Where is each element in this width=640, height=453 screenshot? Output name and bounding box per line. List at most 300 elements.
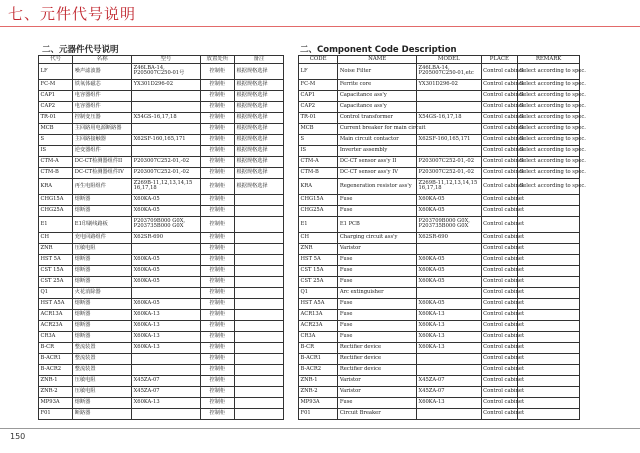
col-header-model: 型号: [132, 56, 201, 64]
cell-name: 充电回路组件: [73, 232, 132, 243]
cell-code: ACR13A: [39, 309, 73, 320]
table-row: [299, 276, 580, 287]
cell-code: FC-M: [299, 79, 338, 90]
cell-remark: [518, 375, 580, 386]
table-row: [39, 79, 284, 90]
table-row: [39, 353, 284, 364]
cell-name: 整流装置: [73, 364, 132, 375]
table-row: [39, 64, 284, 80]
cell-code: CHG25A: [299, 205, 338, 216]
cell-model: X60KA-05: [417, 298, 482, 309]
cell-name: 整流装置: [73, 353, 132, 364]
table-row: [39, 331, 284, 342]
cell-place: 控制柜: [200, 232, 234, 243]
cell-remark: Select according to spec.: [518, 145, 580, 156]
cell-model: X45ZA-07: [417, 386, 482, 397]
cell-remark: [518, 309, 580, 320]
cell-model: X60KA-05: [417, 265, 482, 276]
cell-remark: [234, 243, 283, 254]
cell-code: CHG15A: [39, 194, 73, 205]
cell-name: E1 PCB: [338, 216, 417, 232]
cell-remark: [518, 320, 580, 331]
cell-place: 控制柜: [200, 216, 234, 232]
table-row: [39, 205, 284, 216]
table-row: [299, 408, 580, 419]
cell-remark: 根据规格选择: [234, 112, 283, 123]
cell-model: X60KA-13: [132, 320, 201, 331]
col-header-model: MODEL: [417, 56, 482, 64]
cell-name: Inverter assembly: [338, 145, 417, 156]
cell-code: ACR23A: [39, 320, 73, 331]
cell-code: LF: [39, 64, 73, 80]
cell-remark: [518, 408, 580, 419]
table-row: [39, 375, 284, 386]
table-header-row: [39, 56, 284, 64]
cell-model: YX301D296-02: [132, 79, 201, 90]
cell-code: CHG25A: [39, 205, 73, 216]
cell-model: Z269B-11,12,13,14,15 16,17,18: [132, 178, 201, 194]
table-row: [299, 364, 580, 375]
cell-model: X60KA-13: [132, 342, 201, 353]
col-header-name: 名称: [73, 56, 132, 64]
cell-model: X60KA-13: [132, 309, 201, 320]
cell-code: CAP1: [299, 90, 338, 101]
cell-remark: Select according to spec.: [518, 79, 580, 90]
cell-remark: [518, 353, 580, 364]
cell-model: X45ZA-07: [132, 386, 201, 397]
cell-name: DC-CT sensor ass'y II: [338, 156, 417, 167]
cell-model: X60KA-05: [417, 205, 482, 216]
section-title-english: 二、Component Code Description: [300, 45, 457, 55]
cell-place: 控制柜: [200, 112, 234, 123]
cell-place: Control cabinet: [481, 342, 518, 353]
cell-model: X60KA-13: [417, 331, 482, 342]
cell-code: CTM-B: [299, 167, 338, 178]
cell-model: X60KA-05: [132, 298, 201, 309]
cell-code: S: [299, 134, 338, 145]
cell-remark: [518, 265, 580, 276]
cell-remark: [234, 309, 283, 320]
cell-model: X54GS-16,17,18: [132, 112, 201, 123]
cell-name: DC-CT检测器组件II: [73, 156, 132, 167]
cell-name: Circuit Breaker: [338, 408, 417, 419]
cell-code: ZNR: [39, 243, 73, 254]
cell-remark: [234, 331, 283, 342]
table-row: [299, 265, 580, 276]
cell-name: Fuse: [338, 254, 417, 265]
cell-code: B-ACR1: [299, 353, 338, 364]
cell-model: [132, 408, 201, 419]
cell-model: P203709B000 G0X, P203735B000 G0X: [417, 216, 482, 232]
table-row: [39, 167, 284, 178]
cell-model: [132, 101, 201, 112]
cell-remark: [234, 205, 283, 216]
cell-remark: [518, 216, 580, 232]
cell-code: CAP2: [39, 101, 73, 112]
cell-model: [132, 353, 201, 364]
cell-place: 控制柜: [200, 90, 234, 101]
cell-place: Control cabinet: [481, 254, 518, 265]
cell-name: 熔断器: [73, 265, 132, 276]
col-header-place: PLACE: [481, 56, 518, 64]
cell-code: B-CR: [299, 342, 338, 353]
cell-code: MP93A: [299, 397, 338, 408]
cell-place: Control cabinet: [481, 156, 518, 167]
cell-name: 电容器组件: [73, 90, 132, 101]
cell-model: Z46LBA-14, P205007C250-01号: [132, 64, 201, 80]
cell-name: 逆变器组件: [73, 145, 132, 156]
cell-model: X45ZA-07: [132, 375, 201, 386]
cell-name: DC-CT sensor ass'y IV: [338, 167, 417, 178]
component-table-chinese: [38, 55, 284, 420]
cell-place: 控制柜: [200, 254, 234, 265]
cell-model: X54GS-16,17,18: [417, 112, 482, 123]
table-row: [39, 243, 284, 254]
cell-name: 压敏电阻: [73, 386, 132, 397]
cell-code: ZNR-2: [299, 386, 338, 397]
cell-code: ZNR-2: [39, 386, 73, 397]
cell-model: [132, 90, 201, 101]
table-row: [299, 167, 580, 178]
cell-remark: [234, 364, 283, 375]
cell-model: X60KA-05: [132, 265, 201, 276]
cell-code: S: [39, 134, 73, 145]
cell-model: X60KA-05: [132, 276, 201, 287]
table-row: [39, 298, 284, 309]
cell-place: Control cabinet: [481, 320, 518, 331]
cell-model: P203007C252-01,-02: [417, 167, 482, 178]
cell-place: 控制柜: [200, 265, 234, 276]
table-row: [39, 265, 284, 276]
cell-place: Control cabinet: [481, 112, 518, 123]
cell-name: Noise Filter: [338, 64, 417, 80]
table-row: [39, 254, 284, 265]
cell-remark: Select according to spec.: [518, 178, 580, 194]
cell-name: 主回路接触器: [73, 134, 132, 145]
col-header-place: 放置处所: [200, 56, 234, 64]
table-row: [39, 123, 284, 134]
cell-place: 控制柜: [200, 145, 234, 156]
table-row: [299, 216, 580, 232]
table-row: [299, 386, 580, 397]
table-row: [299, 243, 580, 254]
cell-model: [417, 243, 482, 254]
cell-name: Capacitance ass'y: [338, 90, 417, 101]
cell-remark: [234, 397, 283, 408]
cell-name: 熔断器: [73, 397, 132, 408]
cell-remark: [234, 276, 283, 287]
cell-name: Varistor: [338, 386, 417, 397]
cell-model: [132, 123, 201, 134]
cell-code: KRA: [299, 178, 338, 194]
cell-remark: [234, 342, 283, 353]
table-row: [39, 397, 284, 408]
cell-place: 控制柜: [200, 79, 234, 90]
table-row: [299, 287, 580, 298]
cell-code: F01: [299, 408, 338, 419]
table-row: [39, 194, 284, 205]
cell-name: DC-CT检测器组件IV: [73, 167, 132, 178]
cell-model: X60KA-05: [417, 254, 482, 265]
col-header-name: NAME: [338, 56, 417, 64]
cell-name: Fuse: [338, 194, 417, 205]
cell-remark: [234, 408, 283, 419]
cell-remark: [518, 298, 580, 309]
cell-model: [417, 90, 482, 101]
cell-name: 再生电阻组件: [73, 178, 132, 194]
cell-place: 控制柜: [200, 331, 234, 342]
cell-model: X62SF-160,165,171: [417, 134, 482, 145]
table-row: [39, 287, 284, 298]
cell-model: YX301D296-02: [417, 79, 482, 90]
cell-code: HST A5A: [299, 298, 338, 309]
table-row: [39, 101, 284, 112]
cell-code: CST 25A: [299, 276, 338, 287]
cell-remark: [234, 265, 283, 276]
cell-remark: [518, 287, 580, 298]
cell-remark: [234, 375, 283, 386]
table-row: [39, 134, 284, 145]
cell-remark: [518, 331, 580, 342]
cell-place: Control cabinet: [481, 145, 518, 156]
cell-code: Q1: [39, 287, 73, 298]
cell-name: Fuse: [338, 276, 417, 287]
table-row: [39, 232, 284, 243]
cell-code: CR3A: [299, 331, 338, 342]
component-table-english: [298, 55, 586, 420]
cell-model: [417, 353, 482, 364]
cell-code: ACR23A: [299, 320, 338, 331]
cell-remark: [518, 342, 580, 353]
cell-code: TR-01: [39, 112, 73, 123]
table-row: [299, 342, 580, 353]
cell-remark: [518, 276, 580, 287]
cell-code: B-ACR1: [39, 353, 73, 364]
table-row: [299, 232, 580, 243]
cell-remark: 根据规格选择: [234, 145, 283, 156]
cell-place: 控制柜: [200, 123, 234, 134]
cell-place: Control cabinet: [481, 205, 518, 216]
cell-place: 控制柜: [200, 287, 234, 298]
cell-place: Control cabinet: [481, 101, 518, 112]
cell-model: [132, 243, 201, 254]
cell-place: Control cabinet: [481, 353, 518, 364]
cell-remark: Select according to spec.: [518, 167, 580, 178]
table-row: [39, 320, 284, 331]
cell-code: CST 15A: [39, 265, 73, 276]
table-row: [299, 64, 580, 80]
cell-name: Rectifier device: [338, 353, 417, 364]
cell-name: 压敏电阻: [73, 375, 132, 386]
cell-model: P203007C252-01,-02: [417, 156, 482, 167]
cell-place: 控制柜: [200, 320, 234, 331]
cell-remark: [234, 298, 283, 309]
cell-code: HST A5A: [39, 298, 73, 309]
cell-model: P203007C252-01,-02: [132, 156, 201, 167]
cell-code: MCB: [299, 123, 338, 134]
cell-name: 熔断器: [73, 205, 132, 216]
cell-name: 熔断器: [73, 331, 132, 342]
table-row: [39, 145, 284, 156]
table-row: [39, 408, 284, 419]
cell-name: Charging circuit ass'y: [338, 232, 417, 243]
cell-model: X60KA-13: [132, 331, 201, 342]
cell-model: [417, 123, 482, 134]
cell-place: Control cabinet: [481, 408, 518, 419]
table-row: [39, 386, 284, 397]
cell-name: 整流装置: [73, 342, 132, 353]
cell-place: 控制柜: [200, 167, 234, 178]
cell-name: Rectifier device: [338, 364, 417, 375]
cell-place: Control cabinet: [481, 79, 518, 90]
cell-name: Fuse: [338, 331, 417, 342]
cell-place: 控制柜: [200, 342, 234, 353]
cell-name: Main circuit contactor: [338, 134, 417, 145]
cell-name: Fuse: [338, 205, 417, 216]
cell-model: X62SF-160,165,171: [132, 134, 201, 145]
cell-model: P203709B000 G0X, P203735B000 G0X: [132, 216, 201, 232]
table-row: [299, 90, 580, 101]
cell-code: TR-01: [299, 112, 338, 123]
cell-code: FC-M: [39, 79, 73, 90]
cell-name: Varistor: [338, 243, 417, 254]
cell-code: CTM-A: [299, 156, 338, 167]
cell-model: X60KA-05: [417, 276, 482, 287]
cell-name: Varistor: [338, 375, 417, 386]
cell-code: KRA: [39, 178, 73, 194]
cell-code: CST 25A: [39, 276, 73, 287]
cell-remark: [518, 243, 580, 254]
table-row: [299, 101, 580, 112]
cell-place: Control cabinet: [481, 386, 518, 397]
table-row: [299, 178, 580, 194]
cell-code: E1: [299, 216, 338, 232]
cell-code: CST 15A: [299, 265, 338, 276]
cell-place: 控制柜: [200, 309, 234, 320]
cell-code: IS: [299, 145, 338, 156]
cell-remark: Select according to spec.: [518, 156, 580, 167]
cell-model: X60KA-13: [132, 397, 201, 408]
cell-model: [132, 364, 201, 375]
table-row: [39, 156, 284, 167]
cell-remark: Select according to spec.: [518, 64, 580, 80]
cell-place: 控制柜: [200, 205, 234, 216]
table-row: [299, 353, 580, 364]
cell-place: 控制柜: [200, 101, 234, 112]
cell-name: 熔断器: [73, 320, 132, 331]
cell-model: X60KA-05: [132, 205, 201, 216]
cell-place: Control cabinet: [481, 331, 518, 342]
footer-rule: [0, 428, 640, 429]
cell-place: Control cabinet: [481, 265, 518, 276]
cell-name: Fuse: [338, 320, 417, 331]
title-rule: [0, 26, 640, 27]
cell-code: ZNR: [299, 243, 338, 254]
cell-place: Control cabinet: [481, 123, 518, 134]
cell-model: [417, 364, 482, 375]
cell-name: 熔断器: [73, 254, 132, 265]
cell-model: [417, 408, 482, 419]
cell-code: B-ACR2: [299, 364, 338, 375]
cell-name: E1印刷线路板: [73, 216, 132, 232]
cell-place: Control cabinet: [481, 375, 518, 386]
cell-place: 控制柜: [200, 375, 234, 386]
cell-place: Control cabinet: [481, 364, 518, 375]
table-row: [299, 112, 580, 123]
cell-model: [417, 145, 482, 156]
section-title-chinese: 二、元器件代号说明: [42, 45, 119, 55]
cell-remark: [234, 232, 283, 243]
table-row: [299, 254, 580, 265]
cell-place: 控制柜: [200, 178, 234, 194]
col-header-remark: REMARK: [518, 56, 580, 64]
cell-place: Control cabinet: [481, 309, 518, 320]
cell-remark: Select according to spec.: [518, 134, 580, 145]
cell-name: 火花消除器: [73, 287, 132, 298]
cell-place: 控制柜: [200, 276, 234, 287]
cell-place: 控制柜: [200, 364, 234, 375]
cell-model: P203007C252-01,-02: [132, 167, 201, 178]
cell-model: Z46LBA-14, P205007C250-01,etc: [417, 64, 482, 80]
cell-code: HST 5A: [39, 254, 73, 265]
cell-model: Z269B-11,12,13,14,15 16,17,18: [417, 178, 482, 194]
table-row: [299, 145, 580, 156]
col-header-code: CODE: [299, 56, 338, 64]
cell-name: Fuse: [338, 397, 417, 408]
cell-name: 噪声滤波器: [73, 64, 132, 80]
cell-code: Q1: [299, 287, 338, 298]
cell-name: 熔断器: [73, 298, 132, 309]
table-row: [299, 205, 580, 216]
cell-code: CTM-A: [39, 156, 73, 167]
table-row: [39, 112, 284, 123]
cell-remark: [518, 364, 580, 375]
cell-code: CH: [299, 232, 338, 243]
cell-code: ACR13A: [299, 309, 338, 320]
cell-name: Capacitance ass'y: [338, 101, 417, 112]
cell-model: [417, 101, 482, 112]
cell-code: ZNR-1: [39, 375, 73, 386]
cell-place: Control cabinet: [481, 64, 518, 80]
cell-remark: [234, 254, 283, 265]
cell-name: Fuse: [338, 309, 417, 320]
cell-place: Control cabinet: [481, 167, 518, 178]
cell-model: X60KA-05: [132, 254, 201, 265]
cell-name: 主回路用电源断路器: [73, 123, 132, 134]
cell-name: Arc extinguisher: [338, 287, 417, 298]
table-header-row: [299, 56, 580, 64]
cell-code: B-ACR2: [39, 364, 73, 375]
table-row: [299, 309, 580, 320]
cell-place: 控制柜: [200, 64, 234, 80]
cell-remark: [234, 320, 283, 331]
table-row: [299, 298, 580, 309]
table-row: [39, 276, 284, 287]
table-row: [299, 156, 580, 167]
cell-place: 控制柜: [200, 408, 234, 419]
table-row: [299, 79, 580, 90]
cell-name: Fuse: [338, 298, 417, 309]
cell-model: X60KA-13: [417, 397, 482, 408]
table-row: [39, 178, 284, 194]
cell-remark: 根据规格选择: [234, 178, 283, 194]
cell-code: B-CR: [39, 342, 73, 353]
cell-model: X60KA-13: [417, 309, 482, 320]
cell-code: CTM-B: [39, 167, 73, 178]
cell-remark: [518, 205, 580, 216]
table-row: [299, 194, 580, 205]
cell-remark: 根据规格选择: [234, 156, 283, 167]
